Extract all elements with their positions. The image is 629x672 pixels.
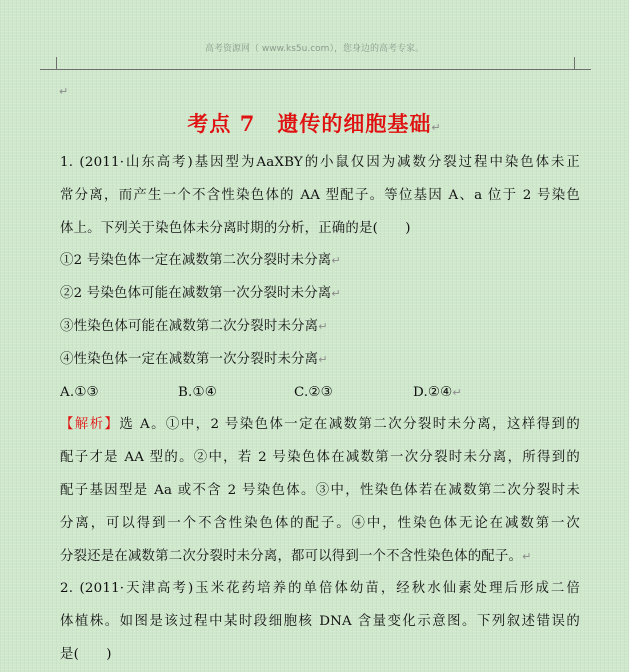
title-text: 考点 7 遗传的细胞基础 [187, 111, 432, 136]
q2-text-1: 2. (2011·天津高考)玉米花药培养的单倍体幼苗，经秋水仙素处理后形成二倍 [60, 581, 580, 597]
q1-options [60, 377, 580, 410]
q2-line-1 [60, 573, 580, 606]
q2-text-3: 是( ) [60, 646, 112, 662]
analysis-text-2: 配子才是 AA 型的。②中，若 2 号染色体在减数第一次分裂时未分离，所得到的 [60, 450, 580, 466]
option-a: A.①③ [60, 384, 99, 400]
analysis-label: 【解析】 [60, 417, 120, 433]
analysis-line-3 [60, 475, 580, 508]
analysis-line-1 [60, 409, 580, 442]
q1-text-3: 体上。下列关于染色体未分离时期的分析，正确的是( ) [60, 220, 411, 236]
statement-text: ①2 号染色体一定在减数第二次分裂时未分离 [60, 253, 332, 269]
q1-text-1: 1. (2011·山东高考)基因型为AaXBY的小鼠仅因为减数分裂过程中染色体未正 [60, 155, 580, 170]
q1-statement-2 [60, 278, 580, 311]
paragraph-mark: ↵ [331, 287, 341, 301]
analysis-line-2 [60, 442, 580, 475]
statement-text: ②2 号染色体可能在减数第一次分裂时未分离 [60, 286, 332, 302]
paragraph-mark: ↵ [452, 385, 462, 399]
q1-statement-1 [60, 245, 580, 278]
option-b: B.①④ [178, 384, 217, 400]
empty-paragraph-mark: ↵ [59, 85, 69, 98]
q2-text-2: 体植株。如图是该过程中某时段细胞核 DNA 含量变化示意图。下列叙述错误的 [60, 614, 580, 630]
q1-statement-3 [60, 311, 580, 344]
document-body [60, 147, 580, 672]
statement-text: ④性染色体一定在减数第一次分裂时未分离 [60, 351, 319, 367]
analysis-line-4 [60, 508, 580, 541]
paragraph-mark: ↵ [318, 352, 328, 366]
paragraph-mark: ↵ [522, 549, 532, 563]
statement-text: ③性染色体可能在减数第二次分裂时未分离 [60, 318, 319, 334]
analysis-text-5: 分裂还是在减数第二次分裂时未分离，都可以得到一个不含性染色体的配子。 [60, 548, 523, 564]
q1-line-2 [60, 180, 580, 213]
title-paragraph-mark: ↵ [431, 121, 442, 134]
q2-line-2 [60, 606, 580, 639]
analysis-line-5 [60, 541, 580, 574]
option-c: C.②③ [294, 384, 333, 400]
q1-statement-4 [60, 344, 580, 377]
q1-text-2: 常分离，而产生一个不含性染色体的 AA 型配子。等位基因 A、a 位于 2 号染色 [60, 187, 580, 203]
analysis-text-3: 配子基因型是 Aa 或不含 2 号染色体。③中，性染色体若在减数第二次分裂时未 [60, 482, 580, 498]
q2-line-3 [60, 639, 580, 672]
q1-line-3 [60, 213, 580, 246]
q1-line-1 [60, 147, 580, 180]
header-rule [47, 69, 591, 70]
analysis-text-4: 分离，可以得到一个不含性染色体的配子。④中，性染色体无论在减数第一次 [60, 515, 580, 531]
paragraph-mark: ↵ [331, 254, 341, 268]
paragraph-mark: ↵ [318, 319, 328, 333]
option-d: D.②④ [413, 384, 453, 400]
page-header-text: 高考资源网（ www.ks5u.com），您身边的高考专家。 [205, 44, 424, 54]
page-title [0, 108, 629, 138]
analysis-text-1: 选 A。①中，2 号染色体一定在减数第二次分裂时未分离，这样得到的 [119, 417, 580, 433]
